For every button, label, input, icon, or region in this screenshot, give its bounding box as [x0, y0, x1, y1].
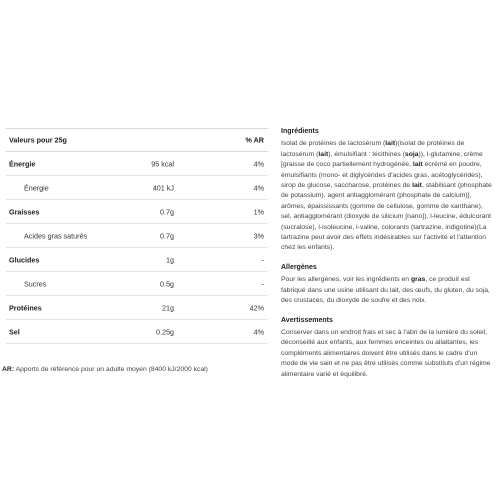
- nutrient-qty: 0.7g: [160, 231, 174, 240]
- warnings-text: Conserver dans un endroit frais et sec à l'abri de la lumière du soleil, déconseillé aux enfants, aux femmes enceintes ou allaitantes, les compléments alimentaires doivent être utilisés dans le cadre d'un mode de vie sain et ne pas être utilisés comme substituts d'un régime alimentaire varié et équilibré.: [281, 328, 491, 378]
- ingredients-title: Ingrédients: [281, 128, 319, 135]
- allergen-bold: lait: [385, 140, 396, 148]
- nutrient-ar: 4%: [253, 183, 264, 192]
- nutrition-row: [6, 224, 268, 248]
- allergen-bold: soja: [404, 150, 419, 158]
- nutrient-ar: 42%: [249, 303, 264, 312]
- nutrient-qty: 0.25g: [156, 327, 174, 336]
- note-text: Apports de référence pour un adulte moyen (8400 kJ/2000 kcal): [14, 366, 208, 373]
- allergen-bold: lait: [318, 150, 329, 158]
- allergen-bold: lait: [412, 161, 423, 169]
- reference-intake-note: [2, 366, 208, 373]
- nutrient-qty: 0.7g: [160, 207, 174, 216]
- nutrition-table: [6, 128, 268, 344]
- nutrient-name: Sucres: [24, 279, 47, 288]
- nutrition-row: [6, 248, 268, 272]
- nutrient-qty: 0.5g: [160, 279, 174, 288]
- nutrient-name: Énergie: [24, 183, 49, 192]
- nutrition-row: [6, 296, 268, 320]
- allergens-title: Allergènes: [281, 263, 317, 271]
- header-label: Valeurs pour 25g: [9, 135, 67, 145]
- nutrient-name: Énergie: [9, 159, 36, 168]
- nutrient-qty: 1g: [166, 255, 174, 264]
- nutrition-row: [6, 176, 268, 200]
- nutrient-ar: 1%: [253, 207, 264, 216]
- nutrient-name: Protéines: [9, 303, 42, 312]
- nutrient-name: Sel: [9, 327, 20, 336]
- nutrient-qty: 95 kcal: [151, 159, 174, 168]
- nutrient-ar: 3%: [253, 231, 264, 240]
- nutrient-name: Acides gras saturés: [24, 231, 88, 240]
- nutrition-row: [6, 200, 268, 224]
- product-info: [281, 127, 493, 389]
- nutrition-row: [6, 272, 268, 296]
- nutrient-ar: 4%: [253, 159, 264, 168]
- header-ar: % AR: [245, 135, 264, 145]
- warnings-title: Avertissements: [281, 316, 333, 324]
- nutrient-qty: 21g: [162, 303, 174, 312]
- nutrient-ar: -: [261, 279, 264, 288]
- nutrient-name: Graisses: [9, 207, 40, 216]
- note-prefix: AR:: [2, 366, 15, 373]
- bold-word: gras: [410, 276, 426, 284]
- nutrition-row: [6, 320, 268, 344]
- allergens-text: Pour les allergènes, voir les ingrédients en gras, ce produit est fabriqué dans une usine utilisant du lait, des œufs, du gluten, du soja, des crustacés, du dioxyde de soufre et des noix.: [281, 276, 490, 305]
- allergen-bold: lait: [412, 182, 422, 190]
- nutrient-ar: -: [261, 255, 264, 264]
- nutrient-qty: 401 kJ: [152, 183, 174, 192]
- nutrition-row: [6, 152, 268, 176]
- ingredients-text: Isolat de protéines de lactosérum (lait)(isolat de protéines de lactosérum (lait), émulsifiant : lécithines (soja)), l-glutamine, crème [graisse de coco partiellement hydrogénée, lait écrémé en poudre, émulsifiants (mono- et diglycérides d'acides gras, acétoglycérides), sirop de glucose, saccharose, protéines de lait, stabilisant (phosphate de potassium), agent antiagglomérant (phosphate de calcium)], arômes, épaississants (gomme de cellulose, gomme de xanthane), sel, antiagglomérant (dioxyde de silicium [nano]), l-leucine, édulcorant (sucralose), l-isoleucine, l-valine, colorants (tartrazine, indigotine)(La tartrazine peut avoir des effets indésirables sur l'activité et l'attention chez les enfants).: [281, 140, 492, 252]
- nutrient-name: Glucides: [9, 255, 40, 264]
- nutrition-header-row: [6, 128, 268, 152]
- nutrient-ar: 4%: [253, 327, 264, 336]
